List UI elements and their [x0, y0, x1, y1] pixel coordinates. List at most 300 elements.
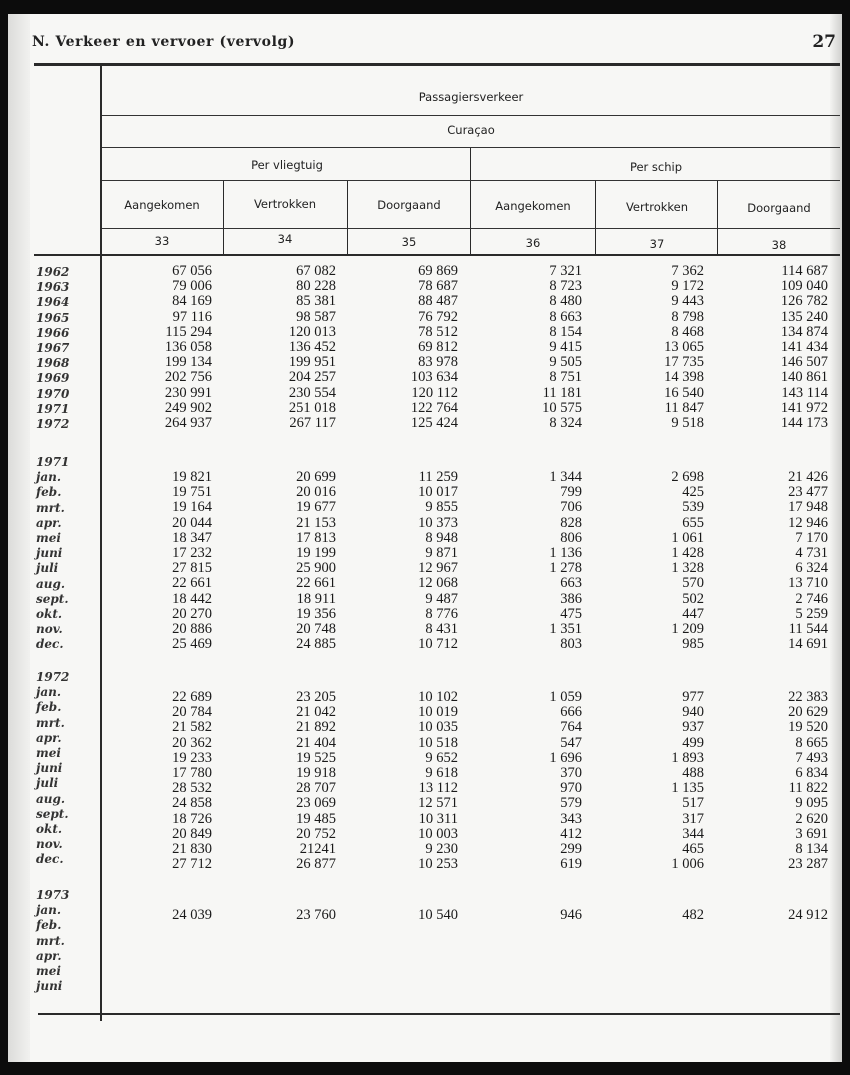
cell: 4 731: [795, 544, 828, 561]
row-label: juni: [36, 761, 63, 776]
y1972-col-37: [598, 690, 704, 872]
cell: 10 035: [418, 719, 458, 736]
cell: 8 480: [549, 293, 582, 310]
row-label: dec.: [36, 637, 64, 652]
row-label: apr.: [36, 730, 62, 745]
cell: 267 117: [289, 414, 336, 431]
cell: 122 764: [410, 399, 458, 416]
cell: 10 712: [418, 636, 458, 653]
cell: 1 061: [671, 529, 704, 546]
cell: 28 532: [172, 780, 212, 797]
y1971-col-36: [478, 470, 582, 652]
cell: 9 172: [671, 278, 704, 295]
row-label: 1962: [36, 265, 70, 279]
page-gutter-shadow: [8, 14, 30, 1062]
yearly-row-labels: [36, 265, 69, 432]
cell: 18 911: [296, 590, 336, 607]
row-label: feb.: [36, 918, 62, 933]
cell: 78 687: [418, 278, 458, 295]
cell: 126 782: [780, 293, 828, 310]
cell: 19 520: [788, 719, 828, 736]
cell: 344: [682, 825, 704, 842]
cell: 22 383: [788, 689, 828, 705]
cell: 946: [560, 907, 582, 923]
page-number: 27: [812, 32, 836, 52]
section-title: N. Verkeer en vervoer (vervolg): [32, 34, 296, 50]
row-label: okt.: [36, 607, 63, 622]
cell: 482: [682, 907, 704, 923]
cell: 8 663: [549, 308, 582, 325]
cell: 11 822: [788, 780, 828, 797]
cell: 10 253: [418, 856, 458, 873]
row-label: 1966: [36, 325, 70, 340]
cell: 20 270: [172, 605, 212, 622]
yearly-col-36: [478, 264, 582, 431]
cell: 19 751: [172, 484, 212, 501]
cell: 120 112: [411, 384, 458, 401]
row-label: juni: [36, 546, 63, 561]
col-35-number: 35: [401, 235, 417, 249]
year-label: 1971: [36, 455, 70, 469]
y1973-col-38: [718, 908, 828, 923]
cell: 9 443: [671, 293, 704, 310]
cell: 488: [682, 764, 704, 781]
cell: 88 487: [418, 293, 458, 310]
row-label: mrt.: [36, 933, 65, 948]
cell: 10 017: [418, 484, 458, 501]
cell: 937: [682, 719, 704, 736]
cell: 11 259: [418, 469, 458, 485]
cell: 18 347: [172, 529, 212, 546]
cell: 24 885: [296, 636, 336, 653]
cell: 14 691: [788, 636, 828, 653]
row-label: 1972: [36, 417, 70, 432]
cell: 24 912: [788, 907, 828, 923]
cell: 447: [682, 605, 704, 622]
cell: 7 362: [671, 263, 704, 279]
yearly-col-33: [108, 264, 212, 431]
cell: 22 661: [296, 575, 336, 592]
year-label: 1972: [36, 670, 70, 684]
y1971-col-34: [228, 470, 336, 652]
cell: 412: [560, 825, 582, 842]
cell: 10 019: [418, 704, 458, 721]
cell: 317: [682, 810, 704, 827]
cell: 67 082: [296, 263, 336, 279]
header-rule-4: [102, 228, 840, 229]
col-38-number: 38: [771, 238, 787, 252]
year-label: 1973: [36, 888, 70, 902]
col-33-label: Aangekomen: [124, 198, 200, 212]
cell: 11 544: [788, 620, 828, 637]
cell: 9 871: [425, 544, 458, 561]
cell: 11 181: [542, 384, 582, 401]
cell: 6 834: [795, 764, 828, 781]
y1973-col-35: [348, 908, 458, 923]
cell: 21 582: [172, 719, 212, 736]
y1972-col-38: [718, 690, 828, 872]
cell: 465: [682, 840, 704, 857]
cell: 202 756: [164, 369, 212, 386]
cell: 20 362: [172, 734, 212, 751]
cell: 18 726: [172, 810, 212, 827]
cell: 67 056: [172, 263, 212, 279]
cell: 9 855: [425, 499, 458, 516]
cell: 24 039: [172, 907, 212, 923]
col-33-number: 33: [154, 234, 170, 248]
cell: 17 735: [664, 354, 704, 371]
row-label: mrt.: [36, 715, 65, 730]
y1973-col-36: [478, 908, 582, 923]
cell: 1 696: [549, 749, 582, 766]
cell: 343: [560, 810, 582, 827]
bottom-rule: [38, 1013, 840, 1015]
cell: 299: [560, 840, 582, 857]
cell: 19 199: [296, 544, 336, 561]
cell: 26 877: [296, 856, 336, 873]
cell: 21 830: [172, 840, 212, 857]
cell: 23 205: [296, 689, 336, 705]
cell: 144 173: [780, 414, 828, 431]
col-36-number: 36: [525, 236, 541, 250]
row-label: feb.: [36, 485, 62, 500]
cell: 1 006: [671, 856, 704, 873]
cell: 539: [682, 499, 704, 516]
y1972-col-35: [348, 690, 458, 872]
cell: 3 691: [795, 825, 828, 842]
cell: 25 900: [296, 560, 336, 577]
cell: 8 468: [671, 323, 704, 340]
cell: 20 752: [296, 825, 336, 842]
cell: 20 886: [172, 620, 212, 637]
row-label: 1968: [36, 356, 70, 371]
cell: 579: [560, 795, 582, 812]
col-38-label: Doorgaand: [747, 201, 811, 215]
cell: 940: [682, 704, 704, 721]
cell: 499: [682, 734, 704, 751]
y1973-col-37: [598, 908, 704, 923]
header-rule-1: [102, 115, 840, 116]
cell: 6 324: [795, 560, 828, 577]
cell: 425: [682, 484, 704, 501]
row-label: okt.: [36, 822, 63, 837]
cell: 17 232: [172, 544, 212, 561]
header-passagiersverkeer: Passagiersverkeer: [418, 90, 524, 104]
cell: 27 815: [172, 560, 212, 577]
yearly-col-38: [718, 264, 828, 431]
cell: 1 059: [549, 689, 582, 705]
y1971-row-labels: [36, 455, 69, 653]
cell: 2 698: [671, 469, 704, 485]
cell: 109 040: [780, 278, 828, 295]
cell: 803: [560, 636, 582, 653]
cell: 79 006: [172, 278, 212, 295]
cell: 7 321: [549, 263, 582, 279]
cell: 1 209: [671, 620, 704, 637]
cell: 1 351: [549, 620, 582, 637]
cell: 9 518: [671, 414, 704, 431]
y1973-col-34: [228, 908, 336, 923]
row-label: mei: [36, 746, 61, 761]
cell: 230 991: [164, 384, 212, 401]
row-label: 1971: [36, 401, 70, 416]
cell: 8 948: [425, 529, 458, 546]
cell: 84 169: [172, 293, 212, 310]
cell: 19 821: [172, 469, 212, 485]
cell: 9 618: [425, 764, 458, 781]
cell: 16 540: [664, 384, 704, 401]
cell: 19 485: [296, 810, 336, 827]
cell: 10 575: [542, 399, 582, 416]
cell: 7 493: [795, 749, 828, 766]
cell: 22 661: [172, 575, 212, 592]
cell: 663: [560, 575, 582, 592]
row-label: sept.: [36, 591, 69, 606]
row-label: nov.: [36, 622, 63, 637]
cell: 12 946: [788, 514, 828, 531]
cell: 570: [682, 575, 704, 592]
cell: 386: [560, 590, 582, 607]
row-label: apr.: [36, 948, 62, 963]
cell: 23 477: [788, 484, 828, 501]
row-label: 1965: [36, 310, 70, 325]
top-rule: [34, 63, 840, 66]
cell: 13 065: [664, 338, 704, 355]
cell: 502: [682, 590, 704, 607]
cell: 20 016: [296, 484, 336, 501]
cell: 10 373: [418, 514, 458, 531]
header-per-vliegtuig: Per vliegtuig: [251, 158, 323, 172]
y1972-col-33: [108, 690, 212, 872]
cell: 251 018: [288, 399, 336, 416]
cell: 264 937: [164, 414, 212, 431]
cell: 125 424: [410, 414, 458, 431]
row-label: jan.: [36, 470, 62, 485]
cell: 20 629: [788, 704, 828, 721]
cell: 20 849: [172, 825, 212, 842]
cell: 249 902: [164, 399, 212, 416]
cell: 9 230: [425, 840, 458, 857]
y1973-col-33: [108, 908, 212, 923]
cell: 475: [560, 605, 582, 622]
cell: 10 102: [418, 689, 458, 705]
cell: 114 687: [781, 263, 828, 279]
cell: 21 892: [296, 719, 336, 736]
row-label: sept.: [36, 806, 69, 821]
cell: 143 114: [781, 384, 828, 401]
yearly-col-37: [598, 264, 704, 431]
col-35-label: Doorgaand: [377, 198, 441, 212]
cell: 17 780: [172, 764, 212, 781]
y1972-col-36: [478, 690, 582, 872]
y1971-col-35: [348, 470, 458, 652]
cell: 69 812: [418, 338, 458, 355]
cell: 24 858: [172, 795, 212, 812]
cell: 17 813: [296, 529, 336, 546]
row-label: aug.: [36, 576, 66, 591]
cell: 76 792: [418, 308, 458, 325]
cell: 17 948: [788, 499, 828, 516]
cell: 1 344: [549, 469, 582, 485]
cell: 547: [560, 734, 582, 751]
row-label: jan.: [36, 685, 62, 700]
cell: 69 869: [418, 263, 458, 279]
cell: 21 042: [296, 704, 336, 721]
cell: 10 518: [418, 734, 458, 751]
cell: 806: [560, 529, 582, 546]
row-label: 1967: [36, 341, 70, 356]
cell: 85 381: [296, 293, 336, 310]
cell: 11 847: [664, 399, 704, 416]
row-label: nov.: [36, 837, 63, 852]
cell: 619: [560, 856, 582, 873]
cell: 14 398: [664, 369, 704, 386]
cell: 985: [682, 636, 704, 653]
cell: 10 540: [418, 907, 458, 923]
row-label: dec.: [36, 852, 64, 867]
cell: 706: [560, 499, 582, 516]
cell: 18 442: [172, 590, 212, 607]
header-rule-3: [102, 180, 840, 181]
cell: 9 095: [795, 795, 828, 812]
cell: 5 259: [795, 605, 828, 622]
cell: 1 135: [671, 780, 704, 797]
cell: 13 710: [788, 575, 828, 592]
col-34-number: 34: [277, 232, 293, 246]
cell: 970: [560, 780, 582, 797]
cell: 10 311: [418, 810, 458, 827]
cell: 136 452: [288, 338, 336, 355]
cell: 1 278: [549, 560, 582, 577]
cell: 21 426: [788, 469, 828, 485]
cell: 21 153: [296, 514, 336, 531]
cell: 9 652: [425, 749, 458, 766]
cell: 370: [560, 764, 582, 781]
cell: 8 134: [795, 840, 828, 857]
cell: 1 893: [671, 749, 704, 766]
cell: 8 723: [549, 278, 582, 295]
cell: 146 507: [780, 354, 828, 371]
y1971-col-38: [718, 470, 828, 652]
cell: 19 233: [172, 749, 212, 766]
cell: 666: [560, 704, 582, 721]
col-37-number: 37: [649, 237, 665, 251]
row-label: mei: [36, 531, 61, 546]
cell: 2 620: [795, 810, 828, 827]
cell: 98 587: [296, 308, 336, 325]
cell: 78 512: [418, 323, 458, 340]
row-label: juli: [36, 561, 59, 576]
cell: 20 784: [172, 704, 212, 721]
y1972-col-34: [228, 690, 336, 872]
cell: 140 861: [780, 369, 828, 386]
cell: 8 154: [549, 323, 582, 340]
cell: 20 748: [296, 620, 336, 637]
cell: 80 228: [296, 278, 336, 295]
row-label: mei: [36, 964, 61, 979]
row-label: jan.: [36, 903, 62, 918]
cell: 103 634: [410, 369, 458, 386]
cell: 25 469: [172, 636, 212, 653]
cell: 27 712: [172, 856, 212, 873]
cell: 230 554: [288, 384, 336, 401]
cell: 8 776: [425, 605, 458, 622]
y1973-row-labels: [36, 888, 69, 994]
cell: 8 324: [549, 414, 582, 431]
y1972-row-labels: [36, 670, 69, 868]
row-label: apr.: [36, 515, 62, 530]
cell: 19 164: [172, 499, 212, 516]
cell: 1 136: [549, 544, 582, 561]
cell: 120 013: [288, 323, 336, 340]
cell: 7 170: [795, 529, 828, 546]
cell: 199 134: [164, 354, 212, 371]
cell: 1 428: [671, 544, 704, 561]
cell: 10 003: [418, 825, 458, 842]
cell: 19 525: [296, 749, 336, 766]
cell: 136 058: [164, 338, 212, 355]
row-label: 1963: [36, 280, 70, 295]
cell: 8 431: [425, 620, 458, 637]
cell: 141 972: [780, 399, 828, 416]
cell: 1 328: [671, 560, 704, 577]
cell: 20 699: [296, 469, 336, 485]
y1971-col-37: [598, 470, 704, 652]
row-label: 1970: [36, 386, 70, 401]
row-label: 1964: [36, 295, 70, 310]
row-label: feb.: [36, 700, 62, 715]
cell: 8 665: [795, 734, 828, 751]
cell: 655: [682, 514, 704, 531]
cell: 23 287: [788, 856, 828, 873]
cell: 9 487: [425, 590, 458, 607]
cell: 115 294: [165, 323, 212, 340]
cell: 134 874: [780, 323, 828, 340]
row-label: aug.: [36, 791, 66, 806]
cell: 19 918: [296, 764, 336, 781]
header-bottom-rule: [34, 254, 840, 256]
cell: 828: [560, 514, 582, 531]
cell: 764: [560, 719, 582, 736]
cell: 9 505: [549, 354, 582, 371]
cell: 23 069: [296, 795, 336, 812]
cell: 135 240: [780, 308, 828, 325]
cell: 204 257: [288, 369, 336, 386]
row-label: mrt.: [36, 500, 65, 515]
cell: 141 434: [780, 338, 828, 355]
col-36-label: Aangekomen: [495, 199, 571, 213]
cell: 12 571: [418, 795, 458, 812]
header-per-schip: Per schip: [629, 160, 683, 174]
yearly-col-35: [348, 264, 458, 431]
row-label: juli: [36, 776, 59, 791]
cell: 13 112: [418, 780, 458, 797]
group-divider: [470, 148, 471, 254]
cell: 517: [682, 795, 704, 812]
header-curacao: Curaçao: [447, 123, 495, 137]
cell: 20 044: [172, 514, 212, 531]
cell: 2 746: [795, 590, 828, 607]
cell: 12 967: [418, 560, 458, 577]
cell: 21 404: [296, 734, 336, 751]
cell: 19 356: [296, 605, 336, 622]
col-37-label: Vertrokken: [625, 200, 689, 214]
cell: 199 951: [288, 354, 336, 371]
cell: 799: [560, 484, 582, 501]
page: [8, 14, 842, 1062]
row-label: 1969: [36, 371, 70, 386]
cell: 28 707: [296, 780, 336, 797]
